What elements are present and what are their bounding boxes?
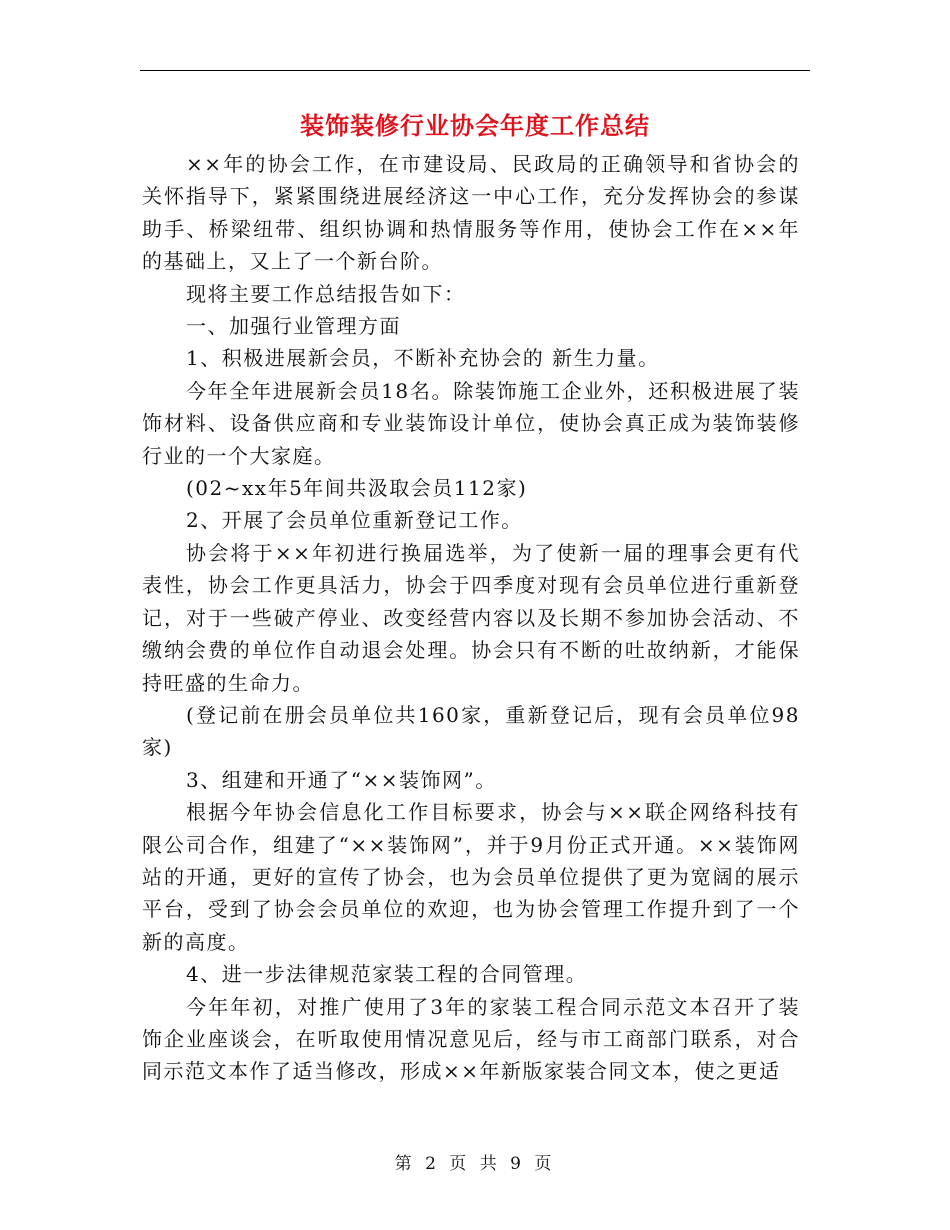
item-heading-3: 3、组建和开通了“××装饰网”。 [186, 767, 497, 792]
document-title: 装饰装修行业协会年度工作总结 [300, 112, 650, 140]
document-body [142, 148, 800, 1088]
section-heading-1: 一、加强行业管理方面 [186, 314, 401, 339]
header-rule [140, 70, 810, 71]
paragraph-reregistration: 协会将于××年初进行换届选举，为了使新一届的理事会更有代表性，协会工作更具活力，协会于四季度对现有会员单位进行重新登记，对于一些破产停业、改变经营内容以及长期不参加协会活动、不缴纳会费的单位作自动退会处理。协会只有不断的吐故纳新，才能保持旺盛的生命力。 [142, 540, 800, 695]
item-heading-2: 2、开展了会员单位重新登记工作。 [186, 508, 523, 533]
paragraph-contract: 今年年初，对推广使用了3年的家装工程合同示范文本召开了装饰企业座谈会，在听取使用情况意见后，经与市工商部门联系，对合同示范文本作了适当修改，形成××年新版家装合同文本，使之更适 [142, 994, 800, 1084]
note-members-total: (02~xx年5年间共汲取会员112家) [186, 476, 528, 501]
paragraph-report-lead: 现将主要工作总结报告如下： [186, 281, 466, 306]
paragraph-website: 根据今年协会信息化工作目标要求，协会与××联企网络科技有限公司合作，组建了“××装饰网”，并于9月份正式开通。××装饰网站的开通，更好的宣传了协会，也为会员单位提供了更为宽阔的展示平台，受到了协会会员单位的欢迎，也为协会管理工作提升到了一个新的高度。 [142, 800, 800, 954]
page-number: 第 2 页 共 9 页 [394, 1154, 556, 1174]
item-heading-1: 1、积极进展新会员，不断补充协会的 新生力量。 [186, 346, 660, 371]
item-heading-4: 4、进一步法律规范家装工程的合同管理。 [186, 962, 588, 987]
note-registration-count: (登记前在册会员单位共160家，重新登记后，现有会员单位98家) [142, 702, 800, 760]
paragraph-new-members: 今年全年进展新会员18名。除装饰施工企业外，还积极进展了装饰材料、设备供应商和专业装饰设计单位，使协会真正成为装饰装修行业的一个大家庭。 [142, 378, 800, 468]
paragraph-intro: ××年的协会工作，在市建设局、民政局的正确领导和省协会的关怀指导下，紧紧围绕进展经济这一中心工作，充分发挥协会的参谋助手、桥梁纽带、组织协调和热情服务等作用，使协会工作在××年的基础上，又上了一个新台阶。 [142, 152, 800, 274]
